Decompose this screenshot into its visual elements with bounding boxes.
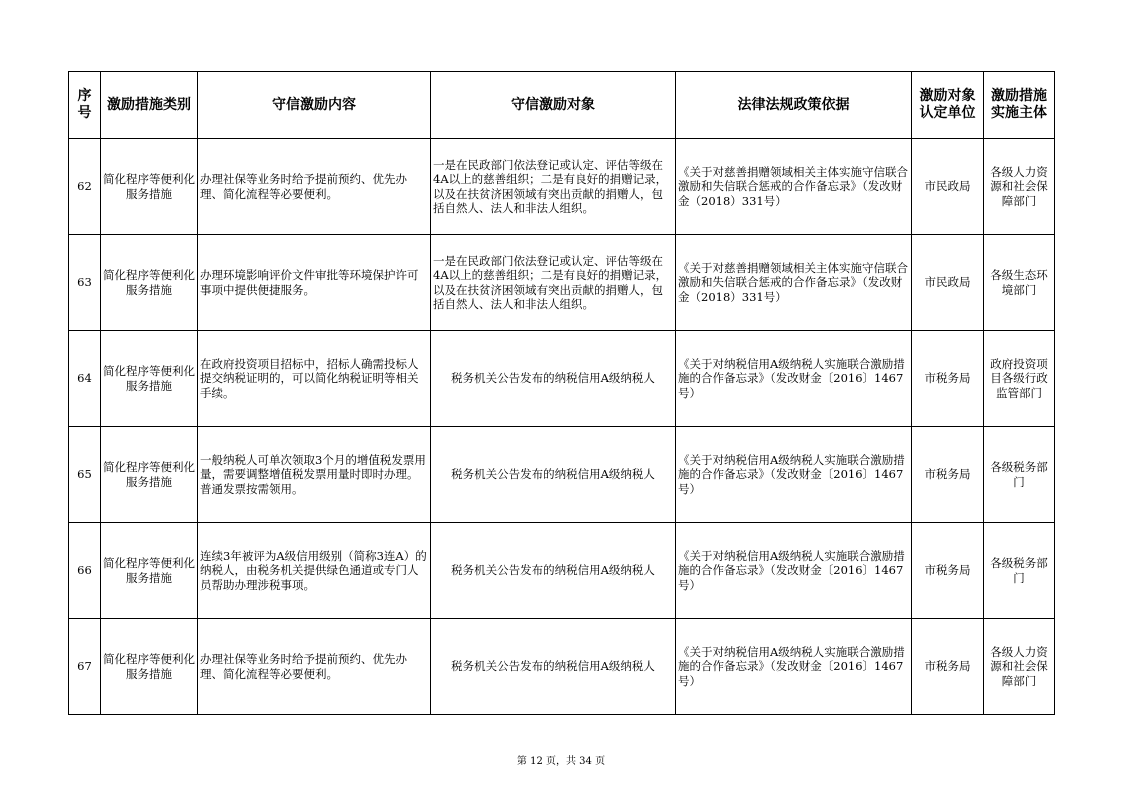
cell-measure-category: 简化程序等便利化服务措施 [101, 427, 198, 523]
cell-implementing-body: 各级人力资源和社会保障部门 [984, 619, 1055, 715]
table-row [69, 235, 1055, 331]
cell-incentive-target: 税务机关公告发布的纳税信用A级纳税人 [431, 619, 676, 715]
cell-incentive-target: 税务机关公告发布的纳税信用A级纳税人 [431, 427, 676, 523]
cell-legal-basis: 《关于对纳税信用A级纳税人实施联合激励措施的合作备忘录》（发改财金〔2016〕1467号） [676, 523, 912, 619]
cell-legal-basis: 《关于对纳税信用A级纳税人实施联合激励措施的合作备忘录》（发改财金〔2016〕1467号） [676, 619, 912, 715]
cell-legal-basis: 《关于对慈善捐赠领域相关主体实施守信联合激励和失信联合惩戒的合作备忘录》（发改财金（2018）331号） [676, 139, 912, 235]
cell-legal-basis: 《关于对纳税信用A级纳税人实施联合激励措施的合作备忘录》（发改财金〔2016〕1467号） [676, 427, 912, 523]
cell-measure-category: 简化程序等便利化服务措施 [101, 139, 198, 235]
cell-measure-category: 简化程序等便利化服务措施 [101, 235, 198, 331]
cell-serial-number: 63 [69, 235, 101, 331]
header-identifying-unit: 激励对象认定单位 [912, 72, 984, 139]
cell-serial-number: 67 [69, 619, 101, 715]
cell-identifying-unit: 市税务局 [912, 331, 984, 427]
cell-incentive-content: 一般纳税人可单次领取3个月的增值税发票用量，需要调整增值税发票用量时即时办理。普通发票按需领用。 [198, 427, 431, 523]
header-measure-category: 激励措施类别 [101, 72, 198, 139]
header-incentive-content: 守信激励内容 [198, 72, 431, 139]
cell-implementing-body: 各级税务部门 [984, 427, 1055, 523]
cell-legal-basis: 《关于对纳税信用A级纳税人实施联合激励措施的合作备忘录》（发改财金〔2016〕1467号） [676, 331, 912, 427]
page-number-footer: 第 12 页，共 34 页 [516, 756, 606, 767]
table-row [69, 619, 1055, 715]
cell-incentive-target: 一是在民政部门依法登记或认定、评估等级在4A以上的慈善组织；二是有良好的捐赠记录，以及在扶贫济困领域有突出贡献的捐赠人，包括自然人、法人和非法人组织。 [431, 235, 676, 331]
cell-identifying-unit: 市民政局 [912, 139, 984, 235]
cell-serial-number: 65 [69, 427, 101, 523]
cell-incentive-content: 办理社保等业务时给予提前预约、优先办理、简化流程等必要便利。 [198, 619, 431, 715]
table-row [69, 427, 1055, 523]
cell-identifying-unit: 市税务局 [912, 427, 984, 523]
cell-incentive-content: 办理环境影响评价文件审批等环境保护许可事项中提供便捷服务。 [198, 235, 431, 331]
cell-measure-category: 简化程序等便利化服务措施 [101, 331, 198, 427]
header-serial-number: 序号 [69, 72, 101, 139]
cell-measure-category: 简化程序等便利化服务措施 [101, 523, 198, 619]
incentive-measures-table [68, 71, 1055, 715]
cell-implementing-body: 政府投资项目各级行政监管部门 [984, 331, 1055, 427]
cell-incentive-target: 税务机关公告发布的纳税信用A级纳税人 [431, 523, 676, 619]
cell-serial-number: 66 [69, 523, 101, 619]
header-legal-basis: 法律法规政策依据 [676, 72, 912, 139]
cell-implementing-body: 各级生态环境部门 [984, 235, 1055, 331]
cell-incentive-target: 一是在民政部门依法登记或认定、评估等级在4A以上的慈善组织；二是有良好的捐赠记录，以及在扶贫济困领域有突出贡献的捐赠人，包括自然人、法人和非法人组织。 [431, 139, 676, 235]
header-implementing-body: 激励措施实施主体 [984, 72, 1055, 139]
cell-serial-number: 62 [69, 139, 101, 235]
cell-incentive-content: 连续3年被评为A级信用级别（简称3连A）的纳税人，由税务机关提供绿色通道或专门人员帮助办理涉税事项。 [198, 523, 431, 619]
cell-incentive-content: 办理社保等业务时给予提前预约、优先办理、简化流程等必要便利。 [198, 139, 431, 235]
cell-legal-basis: 《关于对慈善捐赠领域相关主体实施守信联合激励和失信联合惩戒的合作备忘录》（发改财金（2018）331号） [676, 235, 912, 331]
table-header-row [69, 72, 1055, 139]
cell-measure-category: 简化程序等便利化服务措施 [101, 619, 198, 715]
header-incentive-target: 守信激励对象 [431, 72, 676, 139]
cell-identifying-unit: 市税务局 [912, 523, 984, 619]
table-row [69, 139, 1055, 235]
cell-implementing-body: 各级人力资源和社会保障部门 [984, 139, 1055, 235]
table-row [69, 331, 1055, 427]
cell-incentive-target: 税务机关公告发布的纳税信用A级纳税人 [431, 331, 676, 427]
cell-identifying-unit: 市税务局 [912, 619, 984, 715]
cell-serial-number: 64 [69, 331, 101, 427]
cell-identifying-unit: 市民政局 [912, 235, 984, 331]
cell-implementing-body: 各级税务部门 [984, 523, 1055, 619]
table-row [69, 523, 1055, 619]
cell-incentive-content: 在政府投资项目招标中，招标人确需投标人提交纳税证明的，可以简化纳税证明等相关手续。 [198, 331, 431, 427]
